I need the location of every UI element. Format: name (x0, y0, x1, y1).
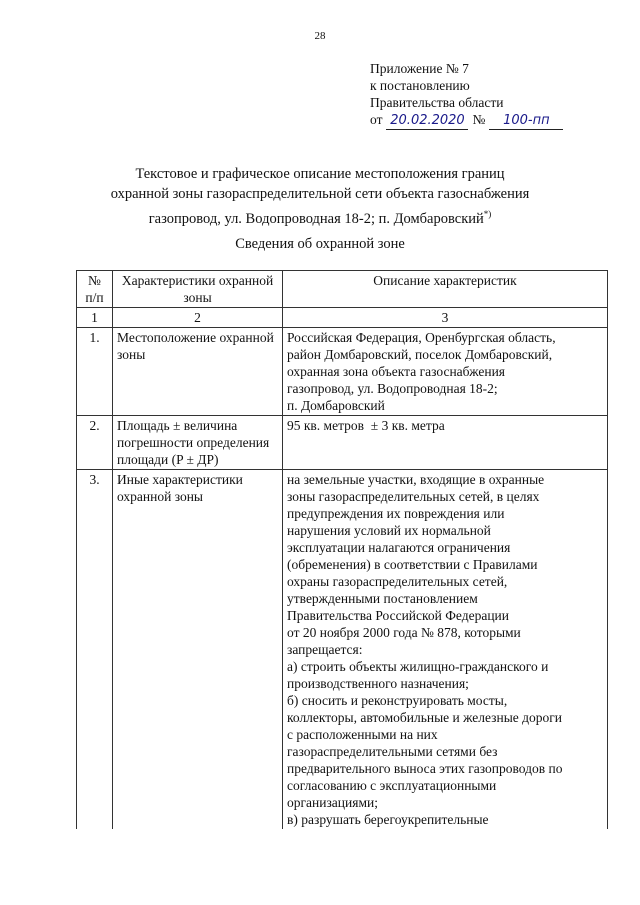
description-line: охранная зона объекта газоснабжения (287, 364, 506, 379)
appendix-line-2: к постановлению (370, 78, 470, 93)
description-line: газораспределительными сетями без (287, 744, 498, 759)
footnote-mark: *) (483, 209, 492, 219)
table-row (77, 416, 608, 470)
description-line: с расположенными на них (287, 727, 438, 742)
handwritten-number: 100-пп (489, 112, 563, 130)
table-header-row (77, 271, 608, 308)
appendix-line-1: Приложение № 7 (370, 61, 469, 76)
description-line: в) разрушать берегоукрепительные (287, 812, 489, 827)
description-line: организациями; (287, 795, 378, 810)
description-line: согласованию с эксплуатационными (287, 778, 497, 793)
row-description (283, 470, 608, 830)
title-line-3: газопровод, ул. Водопроводная 18-2; п. Домбаровский (148, 210, 484, 227)
from-label: от (370, 112, 383, 127)
description-line: Российская Федерация, Оренбургская область, (287, 330, 556, 345)
description-line: газопровод, ул. Водопроводная 18-2; (287, 381, 498, 396)
table-row (77, 328, 608, 416)
description-line: запрещается: (287, 642, 363, 657)
number-label: № (472, 112, 486, 127)
row-description (283, 416, 608, 470)
row-characteristic: Иные характеристики охранной зоны (113, 470, 283, 830)
index-cell-2: 2 (113, 308, 283, 328)
description-line: п. Домбаровский (287, 398, 385, 413)
description-line: производственного назначения; (287, 676, 469, 691)
appendix-block (370, 60, 563, 130)
title-line-2: охранной зоны газораспределительной сети объекта газоснабжения (110, 186, 530, 202)
description-line: а) строить объекты жилищно-гражданского и (287, 659, 549, 674)
index-cell-1: 1 (77, 308, 113, 328)
zone-info-table (76, 270, 608, 829)
description-line: предупреждения их повреждения или (287, 506, 505, 521)
row-number: 1. (77, 328, 113, 416)
appendix-date-line (370, 111, 563, 130)
description-line: Правительства Российской Федерации (287, 608, 509, 623)
description-line: от 20 ноября 2000 года № 878, которыми (287, 625, 521, 640)
description-line: район Домбаровский, поселок Домбаровский, (287, 347, 553, 362)
description-line: утвержденными постановлением (287, 591, 478, 606)
description-line: 95 кв. метров ± 3 кв. метра (287, 418, 445, 433)
row-characteristic: Местоположение охранной зоны (113, 328, 283, 416)
appendix-line-3: Правительства области (370, 95, 504, 110)
description-line: охраны газораспределительных сетей, (287, 574, 508, 589)
description-line: зоны газораспределительных сетей, в целях (287, 489, 540, 504)
page-number: 28 (314, 30, 326, 42)
row-number: 2. (77, 416, 113, 470)
row-characteristic: Площадь ± величина погрешности определения площади (P ± ДP) (113, 416, 283, 470)
description-line: предварительного выноса этих газопроводов по (287, 761, 563, 776)
description-line: нарушения условий их нормальной (287, 523, 491, 538)
header-number: № п/п (77, 271, 113, 308)
description-line: эксплуатации налагаются ограничения (287, 540, 511, 555)
row-number: 3. (77, 470, 113, 830)
header-characteristic: Характеристики охранной зоны (113, 271, 283, 308)
table-row (77, 470, 608, 830)
row-description (283, 328, 608, 416)
title-line-1: Текстовое и графическое описание местоположения границ (135, 166, 505, 182)
description-line: (обременения) в соответствии с Правилами (287, 557, 538, 572)
handwritten-date: 20.02.2020 (386, 112, 468, 130)
description-line: коллекторы, автомобильные и железные дороги (287, 710, 563, 725)
section-title: Сведения об охранной зоне (235, 236, 405, 252)
index-cell-3: 3 (283, 308, 608, 328)
table-index-row (77, 308, 608, 328)
document-title (60, 164, 580, 229)
header-description: Описание характеристик (283, 271, 608, 308)
description-line: на земельные участки, входящие в охранные (287, 472, 545, 487)
description-line: б) сносить и реконструировать мосты, (287, 693, 508, 708)
